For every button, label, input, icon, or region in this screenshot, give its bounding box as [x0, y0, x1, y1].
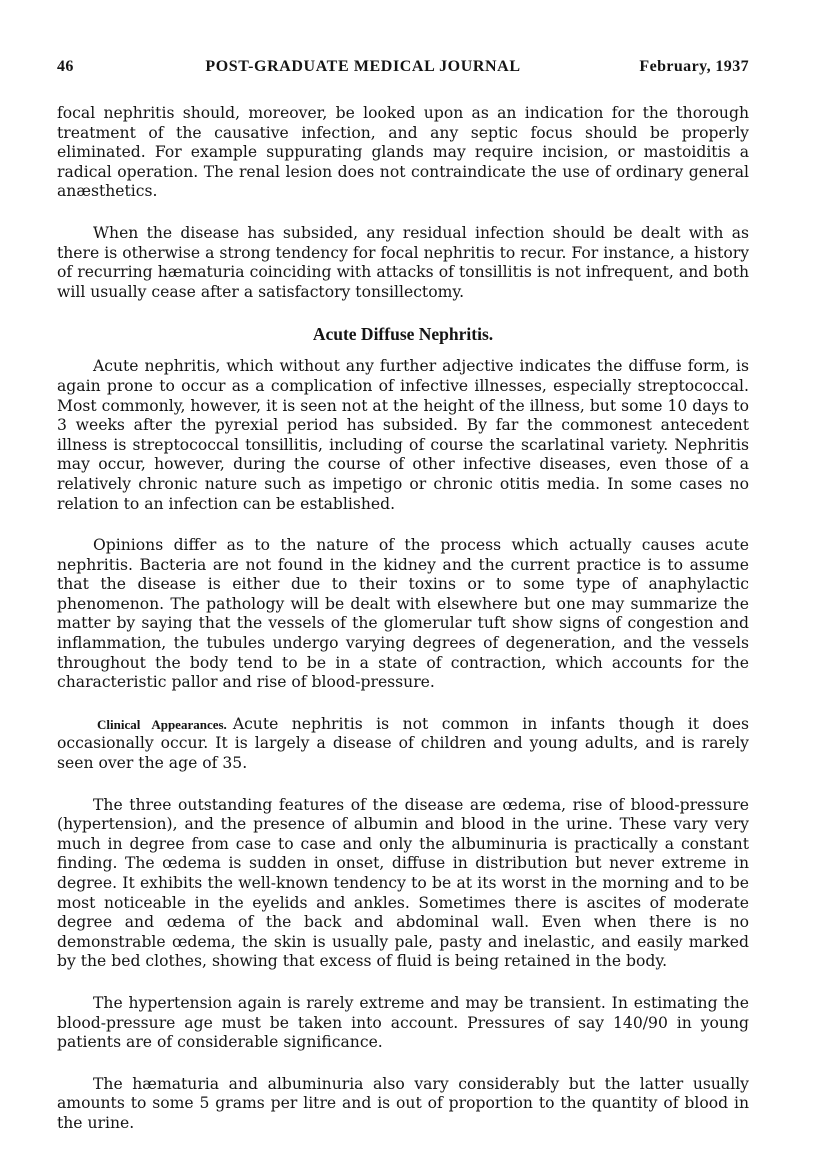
paragraph-residual-infection: When the disease has subsided, any residual infection should be dealt with as there is otherwise a strong tendency for focal nephritis to recur. For instance, a history of recurring hæmaturia coinciding with attacks of tonsillitis is not infrequent, and both will usually cease after a satisfactory tonsillectomy. — [57, 223, 749, 301]
running-header — [57, 58, 749, 82]
paragraph-focal-treatment: focal nephritis should, moreover, be looked upon as an indication for the thorough treatment of the causative infection, and any septic focus should be properly eliminated. For example suppurating glands may require incision, or mastoiditis a radical operation. The renal lesion does not contraindicate the use of ordinary general anæsthetics. — [57, 104, 749, 201]
paragraph-acute-nephritis: Acute nephritis, which without any further adjective indicates the diffuse form, is again prone to occur as a complication of infective illnesses, especially streptococcal. Most commonly, however, it is seen not at the height of the illness, but some 10 days to 3 weeks after the pyrexial period has subsided. By far the commonest antecedent illness is streptococcal tonsillitis, including of course the scarlatinal variety. Nephritis may occur, however, during the course of other infective diseases, even those of a relatively chronic nature such as impetigo or chronic otitis media. In some cases no relation to an infection can be established. — [57, 357, 749, 513]
section-heading: Acute Diffuse Nephritis. — [312, 324, 494, 345]
paragraph-opinions: Opinions differ as to the nature of the process which actually causes acute nephritis. Bacteria are not found in the kidney and the current practice is to assume that the disease is either due to their toxins or to some type of anaphylactic phenomenon. The pathology will be dealt with elsewhere but one may summarize the matter by saying that the vessels of the glomerular tuft show signs of congestion and inflammation, the tubules undergo varying degrees of degeneration, and the vessels throughout the body tend to be in a state of contraction, which accounts for the characteristic pallor and rise of blood-pressure. — [57, 536, 749, 692]
page-number: 46 — [57, 58, 74, 75]
journal-title: POST-GRADUATE MEDICAL JOURNAL — [205, 58, 521, 75]
paragraph-hypertension: The hypertension again is rarely extreme and may be transient. In estimating the blood-pressure age must be taken into account. Pressures of say 140/90 in young patients are of considerable significance. — [57, 993, 749, 1052]
paragraph-haematuria: The hæmaturia and albuminuria also vary considerably but the latter usually amounts to some 5 grams per litre and is out of proportion to the quantity of blood in the urine. — [57, 1074, 749, 1132]
clinical-appearances-heading: Clinical Appearances. — [97, 716, 227, 732]
paragraph-clinical-appearances — [57, 715, 749, 774]
journal-page — [57, 58, 749, 1156]
clinical-appearances-text: Acute nephritis is not common in infants though it does occasionally occur. It is largely a disease of children and young adults, and is rarely seen over the age of 35. — [57, 714, 750, 773]
issue-date: February, 1937 — [639, 58, 749, 75]
paragraph-outstanding-features: The three outstanding features of the disease are œdema, rise of blood-pressure (hypertension), and the presence of albumin and blood in the urine. These vary very much in degree from case to case and only the albuminuria is practically a constant finding. The œdema is sudden in onset, diffuse in distribution but never extreme in degree. It exhibits the well-known tendency to be at its worst in the morning and to be most noticeable in the eyelids and ankles. Sometimes there is ascites of moderate degree and œdema of the back and abdominal wall. Even when there is no demonstrable œdema, the skin is usually pale, pasty and inelastic, and easily marked by the bed clothes, showing that excess of fluid is being retained in the body. — [57, 795, 749, 971]
